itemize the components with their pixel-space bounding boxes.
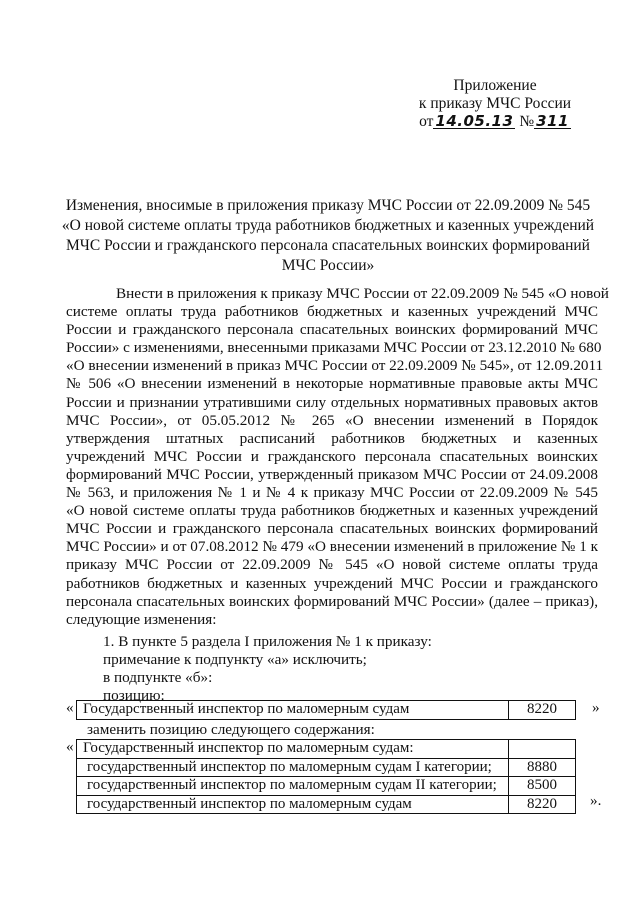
table-row [77, 701, 576, 720]
body-line: утверждения штатных расписаний работников бюджетных и казенных [66, 429, 598, 447]
approval-number: 311 [536, 112, 569, 130]
replace-text: заменить позицию следующего содержания: [87, 721, 375, 738]
instruction-item-1: 1. В пункте 5 раздела I приложения № 1 к приказу: [103, 633, 432, 650]
body-line: России» с изменениями, внесенными приказами МЧС России от 23.12.2010 № 680 [66, 339, 602, 357]
table-row [77, 795, 576, 814]
approval-date-line [400, 113, 590, 131]
body-line: Внести в приложения к приказу МЧС России от 22.09.2009 № 545 «О новой [116, 285, 609, 302]
body-line: системе оплаты труда работников бюджетных и казенных учреждений МЧС [66, 303, 598, 321]
new-close-quote: ». [590, 792, 602, 809]
body-line: «О внесении изменений в приказ МЧС России от 22.09.2009 № 545», от 12.09.2011 [66, 357, 604, 375]
body-line: «О новой системе оплаты труда работников бюджетных и казенных учреждений [66, 502, 598, 520]
old-position-value: 8220 [509, 701, 576, 720]
instructions-block [103, 633, 553, 705]
body-line: персонала спасательных воинских формирований МЧС России» (далее – приказ), [66, 592, 598, 610]
new-position-header-value [509, 740, 576, 759]
body-line: формирований МЧС России, утвержденный приказом МЧС России от 24.09.2008 [66, 465, 598, 483]
approval-block [400, 77, 590, 131]
old-position-table [76, 700, 576, 720]
approval-number-prefix: № [519, 113, 535, 130]
approval-date: 14.05.13 [435, 112, 514, 130]
body-paragraph [66, 285, 609, 629]
body-line: МЧС России», от 05.05.2012 № 265 «О внесении изменений в Порядок [66, 411, 598, 429]
new-position-row-name: государственный инспектор по маломерным судам II категории; [77, 777, 509, 796]
new-position-table [76, 739, 576, 814]
body-line: МЧС России» и от 07.08.2012 № 479 «О внесении изменений в приложение № 1 к [66, 538, 598, 556]
new-position-header: Государственный инспектор по маломерным судам: [77, 740, 509, 759]
new-open-quote: « [66, 738, 74, 755]
old-position-name: Государственный инспектор по маломерным судам [77, 701, 509, 720]
new-position-row-value: 8880 [509, 758, 576, 777]
heading-line: МЧС России и гражданского персонала спасательных воинских формирований [66, 237, 590, 254]
new-position-row-name: государственный инспектор по маломерным судам I категории; [77, 758, 509, 777]
approval-order-ref: к приказу МЧС России [418, 95, 572, 112]
body-line: МЧС России и гражданского персонала спасательных воинских формирований [66, 520, 598, 538]
table-row [77, 758, 576, 777]
body-line: № 563, и приложения № 1 и № 4 к приказу МЧС России от 22.09.2009 № 545 [66, 484, 598, 502]
heading-line: «О новой системе оплаты труда работников бюджетных и казенных учреждений [61, 217, 595, 234]
body-line: России и гражданского персонала спасательных воинских формирований МЧС [66, 321, 598, 339]
document-heading [58, 196, 598, 276]
instruction-sub-b: в подпункте «б»: [103, 669, 213, 687]
table-row [77, 740, 576, 759]
approval-from-prefix: от [419, 113, 434, 130]
new-position-row-value: 8500 [509, 777, 576, 796]
new-position-row-name: государственный инспектор по маломерным судам [77, 795, 509, 814]
body-line: учреждений МЧС России и гражданского персонала спасательных воинских [66, 447, 598, 465]
table-row [77, 777, 576, 796]
body-line: России и признании утратившими силу отдельных нормативных правовых актов [66, 393, 598, 411]
approval-title: Приложение [453, 77, 537, 94]
body-line: приказу МЧС России от 22.09.2009 № 545 «О новой системе оплаты труда [66, 556, 598, 574]
old-open-quote: « [66, 699, 74, 716]
body-line: работников бюджетных и казенных учреждений МЧС России и гражданского [66, 574, 598, 592]
body-line: № 506 «О внесении изменений в некоторые нормативные правовые акты МЧС [66, 375, 598, 393]
instruction-note: примечание к подпункту «а» исключить; [103, 651, 367, 669]
old-close-quote: » [592, 699, 600, 716]
heading-line: МЧС России» [281, 257, 375, 274]
heading-line: Изменения, вносимые в приложения приказу МЧС России от 22.09.2009 № 545 [65, 197, 591, 214]
new-position-row-value: 8220 [509, 795, 576, 814]
body-line: следующие изменения: [66, 610, 217, 628]
instruction-position: позицию: [103, 687, 165, 705]
